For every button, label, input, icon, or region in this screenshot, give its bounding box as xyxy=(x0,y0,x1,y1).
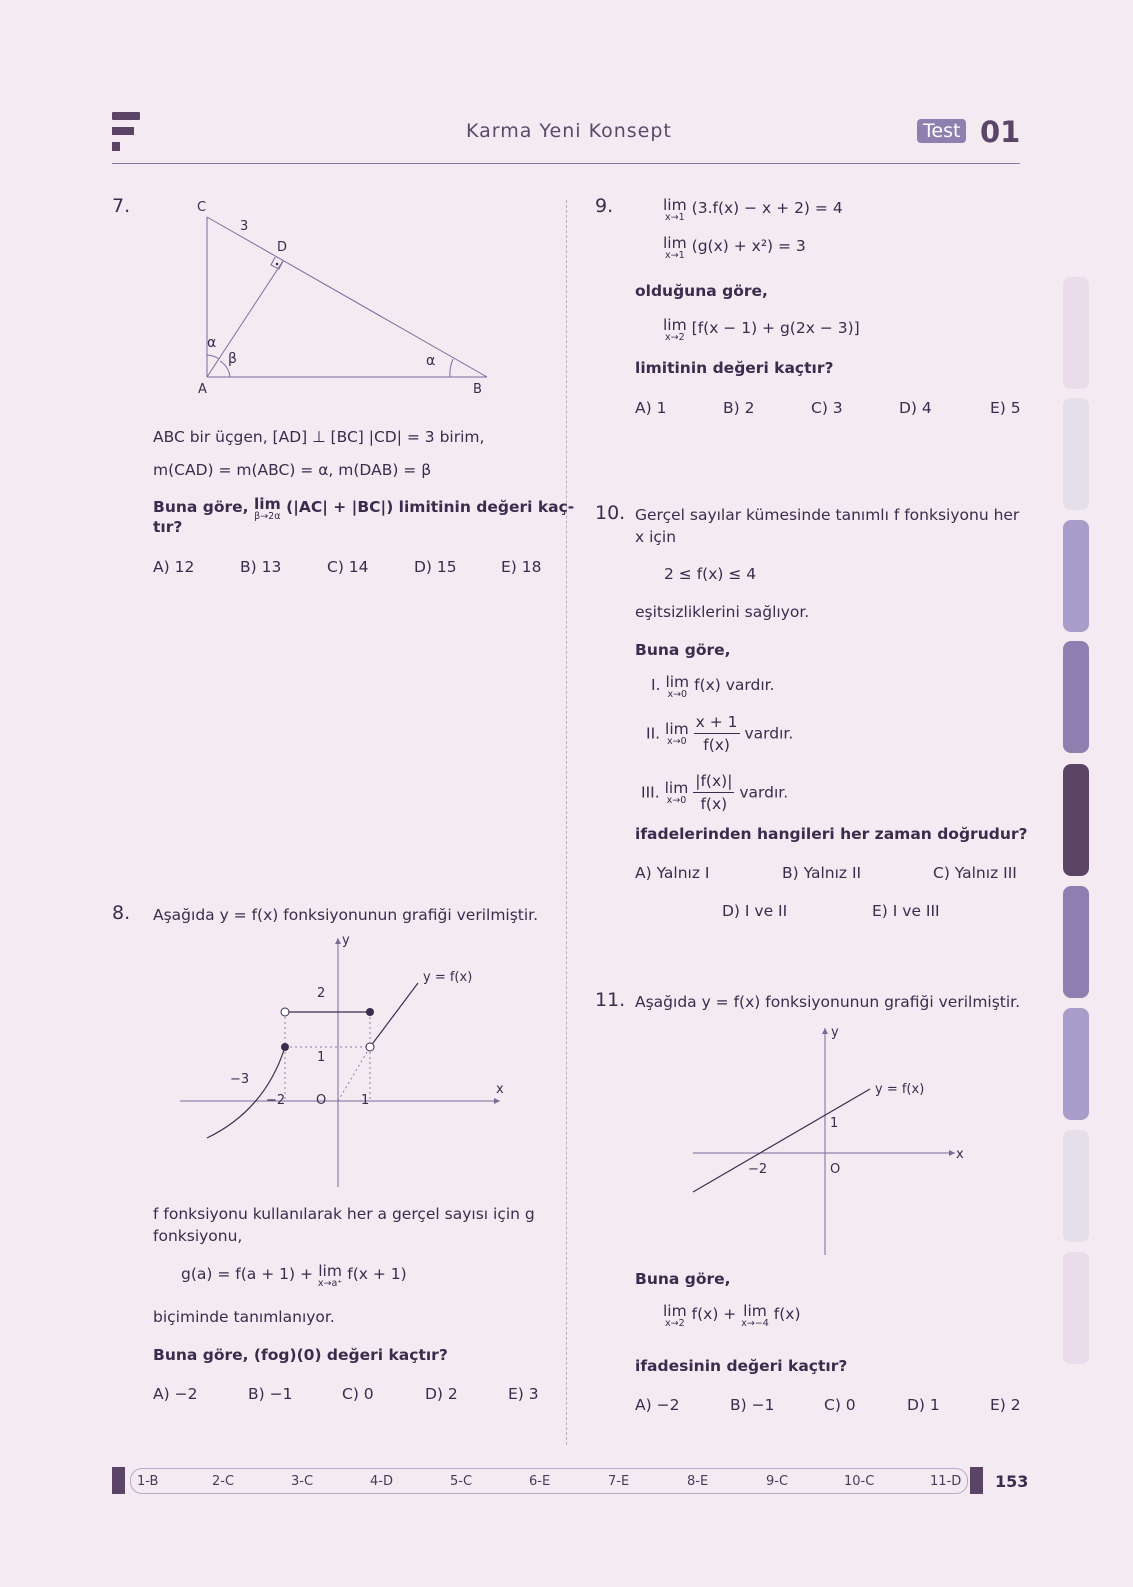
page-number: 153 xyxy=(995,1472,1029,1491)
q7-lim: lim β→2α xyxy=(253,495,281,522)
q11-choices xyxy=(635,1394,1025,1416)
x-axis-label: x xyxy=(956,1147,964,1162)
q10-question: ifadelerinden hangileri her zaman doğrudur? xyxy=(635,825,1028,843)
angle-beta: β xyxy=(228,351,237,367)
open-point-top xyxy=(281,1008,289,1016)
q7-question-post: (|AC| + |BC|) limitinin değeri kaç- xyxy=(286,498,575,516)
q9-expr1: (3.f(x) − x + 2) = 4 xyxy=(691,199,843,217)
y-tick-2: 2 xyxy=(317,986,326,1001)
q9-choices xyxy=(635,397,1025,419)
answer-4: 4-D xyxy=(370,1474,393,1489)
open-point-right xyxy=(366,1043,374,1051)
answer-key-left-bar xyxy=(112,1467,125,1494)
vertex-b: B xyxy=(473,382,482,397)
altitude-ad xyxy=(207,261,283,377)
q8-graph xyxy=(175,935,520,1195)
q7-lim-sub: β→2α xyxy=(254,511,281,522)
answer-8: 8-E xyxy=(687,1474,709,1489)
q10-choice-e[interactable]: E) I ve III xyxy=(872,902,940,920)
side-tab-4 xyxy=(1063,641,1089,753)
answer-10: 10-C xyxy=(844,1474,875,1489)
q10-item-iii: III. lim x→0 $\frac{|f(x)|}{f(x)}$ vardır. xyxy=(641,772,789,813)
side-tab-5 xyxy=(1063,764,1089,876)
label-neg3: −3 xyxy=(230,1072,250,1087)
q9-choice-a[interactable]: A) 1 xyxy=(635,399,667,417)
q11-choice-e[interactable]: E) 2 xyxy=(990,1396,1021,1414)
side-cb xyxy=(207,217,487,377)
q9-choice-c[interactable]: C) 3 xyxy=(811,399,843,417)
question-11-number: 11. xyxy=(595,989,626,1011)
q8-formula xyxy=(181,1263,407,1289)
side-tab-1 xyxy=(1063,277,1089,389)
answer-11: 11-D xyxy=(930,1474,962,1489)
side-tab-8 xyxy=(1063,1130,1089,1242)
q8-choice-a[interactable]: A) −2 xyxy=(153,1385,198,1403)
q11-choice-b[interactable]: B) −1 xyxy=(730,1396,775,1414)
side-tab-7 xyxy=(1063,1008,1089,1120)
angle-alpha-a: α xyxy=(207,335,217,351)
side-tab-2 xyxy=(1063,398,1089,510)
y-intercept-label: 1 xyxy=(830,1116,839,1131)
answer-9: 9-C xyxy=(766,1474,789,1489)
x-tick-1: 1 xyxy=(361,1093,370,1108)
question-9-number: 9. xyxy=(595,195,614,217)
answer-3: 3-C xyxy=(291,1474,314,1489)
q9-choice-e[interactable]: E) 5 xyxy=(990,399,1021,417)
q7-choices xyxy=(153,556,553,578)
x-intercept-label: −2 xyxy=(748,1162,768,1177)
page-header-title: Karma Yeni Konsept xyxy=(466,120,672,142)
vertex-a: A xyxy=(198,382,207,397)
linear-function-line xyxy=(693,1089,870,1192)
q10-item-ii: II. lim x→0 $\frac{x + 1}{f(x)}$ vardır. xyxy=(646,713,794,754)
q11-graph xyxy=(685,1025,975,1260)
question-8-number: 8. xyxy=(112,902,131,924)
q9-expr3: [f(x − 1) + g(2x − 3)] xyxy=(691,319,860,337)
question-10-number: 10. xyxy=(595,502,626,524)
closed-point-top xyxy=(366,1008,374,1016)
q7-choice-a[interactable]: A) 12 xyxy=(153,558,195,576)
logo-icon xyxy=(112,112,142,152)
answer-key xyxy=(130,1474,966,1492)
q8-formula-pre: g(a) = f(a + 1) + xyxy=(181,1265,313,1283)
x-tick-neg2: −2 xyxy=(266,1093,286,1108)
q10-item-i: I. lim x→0 f(x) vardır. xyxy=(651,673,775,700)
column-divider xyxy=(566,200,567,1445)
q8-lim: lim x→a⁺ xyxy=(317,1262,343,1289)
answer-key-right-bar xyxy=(970,1467,983,1494)
q11-lead: Buna göre, xyxy=(635,1270,731,1288)
origin-label: O xyxy=(316,1093,327,1108)
q7-choice-d[interactable]: D) 15 xyxy=(414,558,457,576)
right-angle-dot xyxy=(276,263,279,266)
q10-stem3: eşitsizliklerini sağlıyor. xyxy=(635,603,810,621)
fx-label: y = f(x) xyxy=(875,1082,925,1097)
q11-choice-a[interactable]: A) −2 xyxy=(635,1396,680,1414)
q7-choice-e[interactable]: E) 18 xyxy=(501,558,542,576)
q10-choice-a[interactable]: A) Yalnız I xyxy=(635,864,710,882)
q8-text3: biçiminde tanımlanıyor. xyxy=(153,1308,335,1326)
q9-expr2: (g(x) + x²) = 3 xyxy=(691,237,806,255)
q8-text2: fonksiyonu, xyxy=(153,1227,243,1245)
x-axis-label: x xyxy=(496,1082,504,1097)
question-7-number: 7. xyxy=(112,195,131,217)
closed-point-left xyxy=(281,1043,289,1051)
q10-ii-fraction: $\frac{x + 1}{f(x)}$ xyxy=(695,713,738,754)
side-tab-6 xyxy=(1063,886,1089,998)
q9-lim3: lim x→2 [f(x − 1) + g(2x − 3)] xyxy=(663,316,860,343)
q10-choices xyxy=(635,862,1025,922)
q7-choice-b[interactable]: B) 13 xyxy=(240,558,282,576)
q7-line1: ABC bir üçgen, [AD] ⊥ [BC] |CD| = 3 birim, xyxy=(153,428,485,446)
answer-7: 7-E xyxy=(608,1474,630,1489)
answer-1: 1-B xyxy=(137,1474,159,1489)
q8-choices xyxy=(153,1383,553,1405)
origin-label: O xyxy=(830,1162,841,1177)
q9-lim1: lim x→1 (3.f(x) − x + 2) = 4 xyxy=(663,196,843,223)
y-axis-label: y xyxy=(342,935,350,948)
q9-given: olduğuna göre, xyxy=(635,282,768,300)
line-right xyxy=(370,983,418,1047)
q7-question-pre: Buna göre, xyxy=(153,498,249,516)
q9-lim2: lim x→1 (g(x) + x²) = 3 xyxy=(663,234,806,261)
q11-expression: lim x→2 f(x) + lim x→−4 f(x) xyxy=(663,1302,801,1329)
header-divider xyxy=(112,163,1020,164)
q10-iii-fraction: $\frac{|f(x)|}{f(x)}$ xyxy=(695,772,733,813)
q8-choice-e[interactable]: E) 3 xyxy=(508,1385,539,1403)
q10-choice-c[interactable]: C) Yalnız III xyxy=(933,864,1017,882)
q8-text1: f fonksiyonu kullanılarak her a gerçel sayısı için g xyxy=(153,1205,535,1223)
q8-choice-d[interactable]: D) 2 xyxy=(425,1385,458,1403)
q8-stem: Aşağıda y = f(x) fonksiyonunun grafiği verilmiştir. xyxy=(153,906,539,924)
q11-choice-d[interactable]: D) 1 xyxy=(907,1396,940,1414)
q8-choice-c[interactable]: C) 0 xyxy=(342,1385,374,1403)
side-tab-9 xyxy=(1063,1252,1089,1364)
q10-stem1: Gerçel sayılar kümesinde tanımlı f fonksiyonu her xyxy=(635,506,1020,524)
answer-6: 6-E xyxy=(529,1474,551,1489)
q11-stem: Aşağıda y = f(x) fonksiyonunun grafiği verilmiştir. xyxy=(635,993,1021,1011)
q10-stem2: x için xyxy=(635,528,677,546)
fx-label: y = f(x) xyxy=(423,970,473,985)
triangle-figure xyxy=(190,195,510,405)
q9-choice-d[interactable]: D) 4 xyxy=(899,399,932,417)
q7-choice-c[interactable]: C) 14 xyxy=(327,558,369,576)
alpha-arc-a xyxy=(207,355,219,359)
q8-formula-post: f(x + 1) xyxy=(347,1265,407,1283)
q9-question: limitinin değeri kaçtır? xyxy=(635,359,834,377)
cd-length: 3 xyxy=(240,219,249,234)
side-tab-3 xyxy=(1063,520,1089,632)
alpha-arc-b xyxy=(450,359,453,377)
q8-question: Buna göre, (fog)(0) değeri kaçtır? xyxy=(153,1346,448,1364)
test-number: 01 xyxy=(980,115,1021,149)
q7-line2: m(CAD) = m(ABC) = α, m(DAB) = β xyxy=(153,461,432,479)
q10-lead: Buna göre, xyxy=(635,641,731,659)
y-axis-label: y xyxy=(831,1025,839,1040)
answer-5: 5-C xyxy=(450,1474,473,1489)
test-badge xyxy=(917,119,966,143)
q11-choice-c[interactable]: C) 0 xyxy=(824,1396,856,1414)
q10-choice-d[interactable]: D) I ve II xyxy=(722,902,788,920)
q7-question xyxy=(153,496,574,522)
angle-alpha-b: α xyxy=(426,353,436,369)
y-tick-1: 1 xyxy=(317,1050,326,1065)
answer-2: 2-C xyxy=(212,1474,235,1489)
q10-choice-b[interactable]: B) Yalnız II xyxy=(782,864,862,882)
q11-question: ifadesinin değeri kaçtır? xyxy=(635,1357,848,1375)
q7-question-end: tır? xyxy=(153,518,183,536)
vertex-c: C xyxy=(197,200,207,215)
q8-choice-b[interactable]: B) −1 xyxy=(248,1385,293,1403)
vertex-d: D xyxy=(277,240,288,255)
q10-inequality: 2 ≤ f(x) ≤ 4 xyxy=(664,565,757,583)
q9-choice-b[interactable]: B) 2 xyxy=(723,399,755,417)
test-label: Test xyxy=(923,120,961,142)
